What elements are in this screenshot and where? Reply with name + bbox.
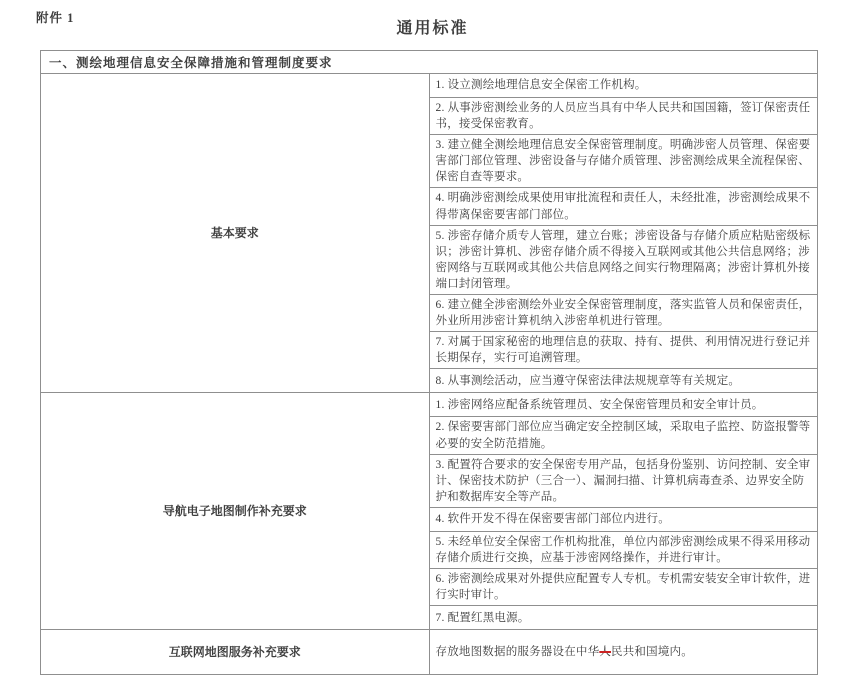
table-row [41, 74, 818, 98]
table-row [41, 630, 818, 675]
red-struck-character: 人 [599, 646, 612, 659]
requirement-cell: 5. 涉密存储介质专人管理，建立台账；涉密设备与存储介质应粘贴密级标识；涉密计算机、涉密存储介质不得接入互联网或其他公共信息网络；涉密网络与互联网或其他公共信息网络之间实行物理隔离；涉密计算机外接端口封闭管理。 [429, 225, 818, 294]
requirement-cell: 3. 建立健全测绘地理信息安全保密管理制度。明确涉密人员管理、保密要害部门部位管理、涉密设备与存储介质管理、涉密测绘成果全流程保密、保密自查等要求。 [429, 135, 818, 188]
requirement-cell: 7. 配置红黑电源。 [429, 606, 818, 630]
requirement-cell: 2. 保密要害部门部位应当确定安全控制区域，采取电子监控、防盗报警等必要的安全防范措施。 [429, 417, 818, 454]
table-row [41, 393, 818, 417]
page-title: 通用标准 [396, 20, 469, 37]
table-header-row [41, 51, 818, 74]
requirement-cell: 6. 建立健全涉密测绘外业安全保密管理制度，落实监管人员和保密责任，外业所用涉密计算机纳入涉密单机进行管理。 [429, 295, 818, 332]
requirement-cell: 1. 涉密网络应配备系统管理员、安全保密管理员和安全审计员。 [429, 393, 818, 417]
requirement-cell: 2. 从事涉密测绘业务的人员应当具有中华人民共和国国籍，签订保密责任书，接受保密教育。 [429, 98, 818, 135]
requirement-cell: 6. 涉密测绘成果对外提供应配置专人专机。专机需安装安全审计软件，进行实时审计。 [429, 569, 818, 606]
requirement-cell: 5. 未经单位安全保密工作机构批准，单位内部涉密测绘成果不得采用移动存储介质进行交换，应基于涉密网络操作，并进行审计。 [429, 531, 818, 568]
category-cell: 互联网地图服务补充要求 [41, 630, 430, 675]
category-cell: 导航电子地图制作补充要求 [41, 393, 430, 630]
table-header: 一、测绘地理信息安全保障措施和管理制度要求 [41, 51, 818, 74]
requirement-cell [429, 630, 818, 675]
requirement-cell: 4. 软件开发不得在保密要害部门部位内进行。 [429, 507, 818, 531]
standards-table [40, 50, 818, 675]
category-cell: 基本要求 [41, 74, 430, 393]
requirement-cell: 7. 对属于国家秘密的地理信息的获取、持有、提供、利用情况进行登记并长期保存，实行可追溯管理。 [429, 332, 818, 369]
requirement-cell: 8. 从事测绘活动，应当遵守保密法律法规规章等有关规定。 [429, 369, 818, 393]
table-body [41, 74, 818, 675]
requirement-cell: 3. 配置符合要求的安全保密专用产品，包括身份鉴别、访问控制、安全审计、保密技术防护（三合一）、漏洞扫描、计算机病毒查杀、边界安全防护和数据库安全等产品。 [429, 454, 818, 507]
attachment-label: 附件 1 [36, 11, 75, 25]
requirement-text: 存放地图数据的服务器设在中华 [435, 646, 600, 659]
requirement-text: 民共和国境内。 [611, 646, 693, 659]
requirement-cell: 1. 设立测绘地理信息安全保密工作机构。 [429, 74, 818, 98]
requirement-cell: 4. 明确涉密测绘成果使用审批流程和责任人，未经批准，涉密测绘成果不得带离保密要害部门部位。 [429, 188, 818, 225]
